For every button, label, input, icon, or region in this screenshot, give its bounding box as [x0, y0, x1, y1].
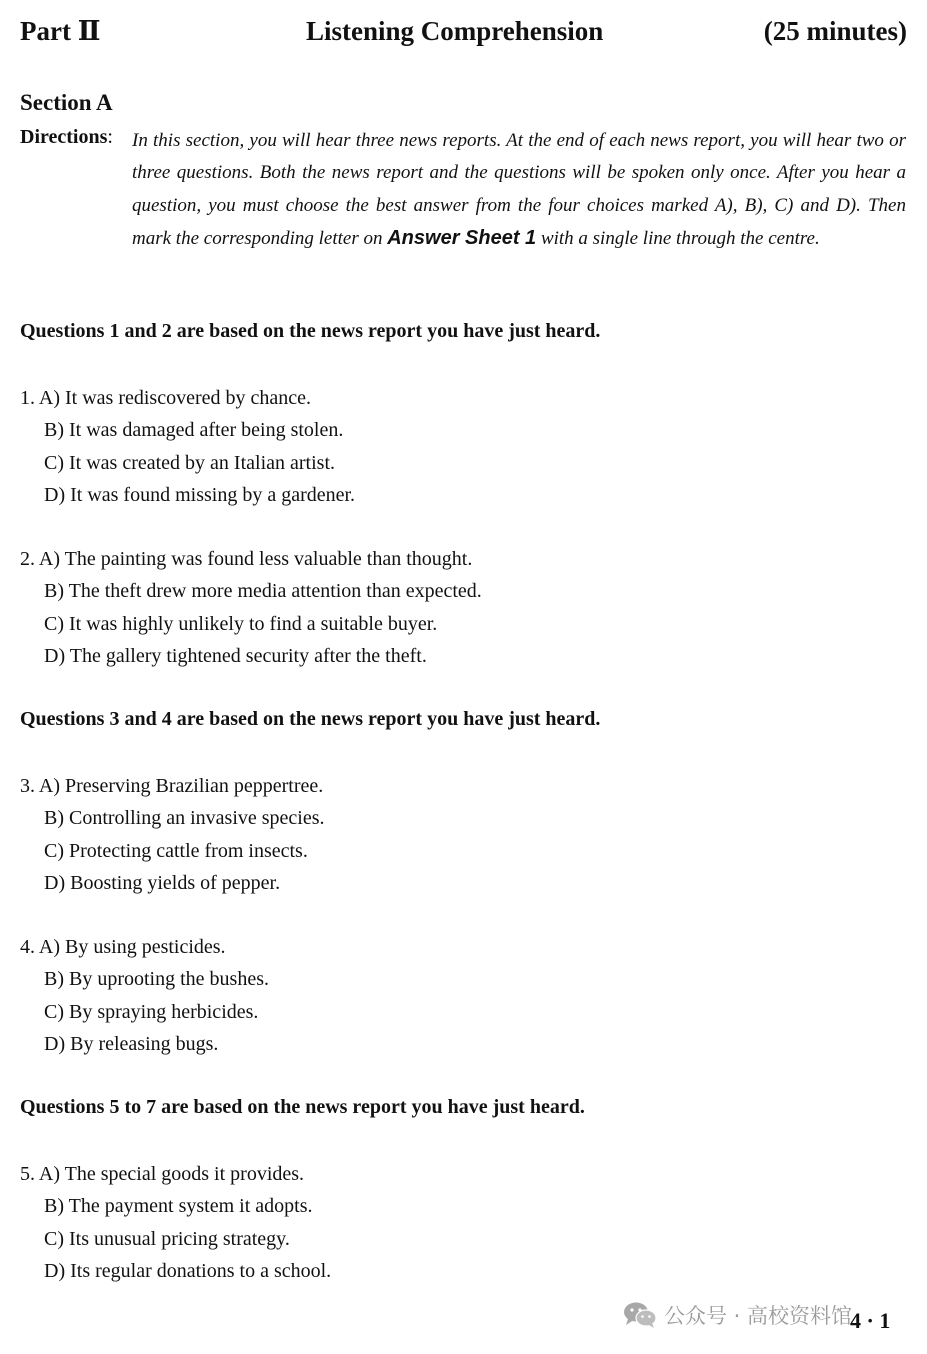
part-header — [20, 16, 907, 56]
question-option: C) Protecting cattle from insects. — [44, 839, 308, 862]
question-number: 2. — [20, 548, 35, 570]
page-number: 4 · 1 — [850, 1308, 891, 1333]
question-number: 5. — [20, 1163, 35, 1185]
question-group-heading: Questions 1 and 2 are based on the news report you have just heard. — [20, 320, 601, 342]
question-5 — [20, 1158, 331, 1288]
question-option: 4. A) By using pesticides. — [20, 936, 226, 958]
question-1 — [20, 382, 355, 512]
directions-body-end: with a single line through the centre. — [536, 228, 820, 250]
section-title: Section A — [20, 90, 113, 115]
question-option: C) It was created by an Italian artist. — [44, 451, 335, 474]
question-option: 1. A) It was rediscovered by chance. — [20, 387, 312, 409]
question-option: D) It was found missing by a gardener. — [44, 484, 356, 507]
question-option: C) By spraying herbicides. — [44, 1000, 259, 1023]
question-option: B) It was damaged after being stolen. — [44, 419, 344, 442]
question-option: B) The payment system it adopts. — [44, 1195, 313, 1218]
question-option: B) Controlling an invasive species. — [44, 807, 325, 830]
watermark-text: 公众号 · 高校资料馆 — [664, 1304, 853, 1328]
question-option: 5. A) The special goods it provides. — [20, 1163, 305, 1185]
time-limit: (25 minutes) — [763, 16, 907, 46]
question-option: 3. A) Preserving Brazilian peppertree. — [20, 775, 324, 797]
part-title: Listening Comprehension — [306, 16, 604, 46]
question-option: C) It was highly unlikely to find a suitable buyer. — [44, 612, 438, 635]
directions-label — [20, 126, 113, 149]
question-group-heading: Questions 5 to 7 are based on the news report you have just heard. — [20, 1096, 585, 1118]
wechat-icon — [622, 1301, 658, 1329]
question-group-heading: Questions 3 and 4 are based on the news report you have just heard. — [20, 708, 601, 730]
question-option: D) By releasing bugs. — [44, 1033, 219, 1056]
directions-label-text: Directions — [20, 126, 108, 148]
question-option: D) Its regular donations to a school. — [44, 1260, 332, 1283]
answer-sheet-ref: Answer Sheet 1 — [387, 227, 537, 250]
question-option: B) The theft drew more media attention than expected. — [44, 580, 482, 603]
question-number: 3. — [20, 775, 35, 797]
question-3 — [20, 770, 325, 900]
question-option: D) Boosting yields of pepper. — [44, 872, 281, 895]
question-option: D) The gallery tightened security after the theft. — [44, 645, 427, 668]
question-number: 4. — [20, 936, 35, 958]
watermark — [622, 1300, 852, 1330]
part-label: Part Ⅱ — [20, 16, 101, 46]
question-number: 1. — [20, 387, 35, 409]
question-option: C) Its unusual pricing strategy. — [44, 1227, 290, 1250]
question-option: B) By uprooting the bushes. — [44, 968, 269, 991]
question-option: 2. A) The painting was found less valuable than thought. — [20, 548, 473, 570]
directions-body: In this section, you will hear three news reports. At the end of each news report, you will hear two or three questions. Both the news report and the questions will be spoken only once. After you hear a question, you must choose the best answer from the four choices marked A), B), C) and D). Then mark the corresponding letter on — [132, 130, 906, 250]
directions-text — [132, 125, 906, 256]
directions-colon: : — [107, 126, 113, 148]
question-2 — [20, 543, 482, 673]
question-4 — [20, 931, 269, 1061]
